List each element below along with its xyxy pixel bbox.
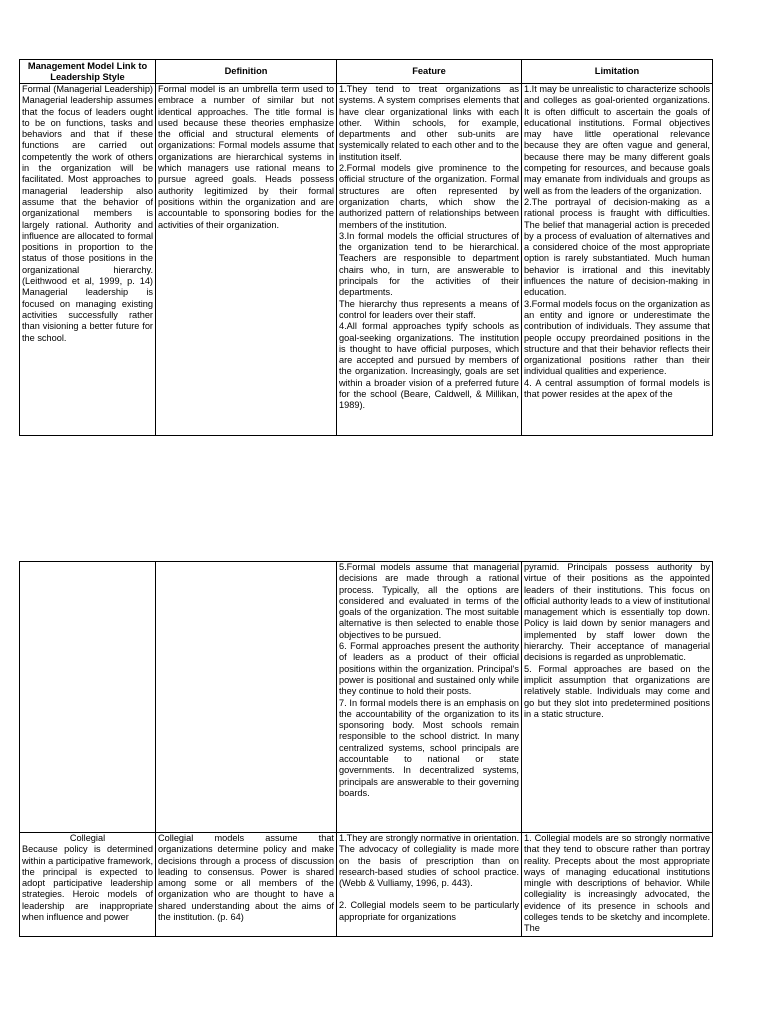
formal-limitation-continued-cell	[522, 562, 713, 833]
formal-model-text: Formal (Managerial Leadership) Managerial leadership assumes that the focus of leaders ought to be on functions, tasks and behaviors and that if these functions are carried out competently the work of others in the organization will be facilitated. Most approaches to managerial leadership also assume that the behavior of organizational members is largely rational. Authority and influence are allocated to formal positions in proportion to the status of those positions in the organizational hierarchy. (Leithwood et al, 1999, p. 14) Managerial leadership is focused on managing existing activities successfully rather than visioning a better future for the school.	[22, 84, 153, 343]
formal-limitation-2: 2.The portrayal of decision-making as a rational process is fraught with difficulties. The belief that managerial action is preceded by a process of evaluation of alternatives and a considered choice of the most appropriate option is rarely substantiated. Much human behavior is irrational and this inevitably influences the nature of decision-making in education.	[524, 196, 710, 298]
collegial-definition-text: Collegial models assume that organizations determine policy and make decisions through a process of discussion leading to consensus. Power is shared among some or all members of the organization who are thought to have a shared understanding about the aims of the institution. (p. 64)	[158, 833, 334, 923]
formal-model-cell	[20, 84, 156, 436]
formal-feature-continued-cell	[337, 562, 522, 833]
continued-table	[19, 561, 713, 937]
formal-limitation-cell	[522, 84, 713, 436]
formal-feature-4: 4.All formal approaches typify schools as goal-seeking organizations. The institution is thought to have official purposes, which are accepted and pursued by members of the organization. Increasingly, goals are set within a broader vision of a preferred future for the school (Beare, Caldwell, & Millikan, 1989).	[339, 321, 519, 411]
collegial-feature-cell	[337, 833, 522, 937]
formal-feature-7: 7. In formal models there is an emphasis on the accountability of the organization to its sponsoring body. Most schools remain responsible to the school district. In many centralized systems, school principals are accountable to national or state governments. In decentralized systems, principals are answerable to their governing boards.	[339, 697, 519, 798]
formal-model-table	[19, 59, 713, 436]
collegial-limitation-1: 1. Collegial models are so strongly normative that they tend to obscure rather than portray reality. Precepts about the most appropriate ways of managing educational institutions mingle with descriptions of behavior. While collegiality is increasingly advocated, the evidence of its presence in schools and colleges tends to be sketchy and incomplete. The	[524, 833, 710, 934]
header-limitation: Limitation	[522, 60, 713, 84]
formal-feature-2: 2.Formal models give prominence to the official structure of the organization. Formal structures are often represented by organization charts, which show the authorized pattern of relationships between members of the institution.	[339, 163, 519, 230]
formal-feature-6: 6. Formal approaches present the authority of leaders as a product of their official positions within the organization. Principal's power is positional and sustained only while they continue to hold their posts.	[339, 641, 519, 697]
header-row	[20, 60, 713, 84]
formal-limitation-4: 4. A central assumption of formal models is that power resides at the apex of the	[524, 377, 710, 400]
formal-limitation-5: 5. Formal approaches are based on the implicit assumption that organizations are relatively stable. Individuals may come and go but they slot into predetermined positions in a static structure.	[524, 663, 710, 719]
collegial-feature-spacer	[339, 889, 519, 900]
formal-definition-text: Formal model is an umbrella term used to embrace a number of similar but not identical approaches. The title formal is used because these theories emphasize the official and structural elements of organizations: Formal models assume that organizations are hierarchical systems in which managers use rational means to pursue agreed goals. Heads possess authority legitimized by their formal positions within the organization and are accountable to sponsoring bodies for the activities of their organization.	[158, 84, 334, 230]
formal-limitation-1: 1.It may be unrealistic to characterize schools and colleges as goal-oriented organizations. It is often difficult to ascertain the goals of educational institutions. Formal objectives may have little operational relevance because they are often vague and general, because there may be many different goals competing for resources, and because goals may emanate from individuals and groups as well as from the leaders of the organization.	[524, 84, 710, 196]
formal-feature-3: 3.In formal models the official structures of the organization tend to be hierarchical. Teachers are responsible to department chairs who, in turn, are answerable to principals for the activities of their departments.	[339, 230, 519, 298]
formal-feature-5: 5.Formal models assume that managerial decisions are made through a rational process. Typically, all the options are considered and evaluated in terms of the goals of the organization. The most suitable alternative is then selected to enable those objectives to be pursued.	[339, 562, 519, 640]
formal-continued-row	[20, 562, 713, 833]
formal-limitation-4-continued: pyramid. Principals possess authority by virtue of their positions as the appointed leaders of their institutions. This focus on official authority leads to a view of institutional management which is essentially top down. Policy is laid down by senior managers and implemented by staff lower down the hierarchy. Their acceptance of managerial decisions is regarded as unproblematic.	[524, 562, 710, 663]
collegial-model-cell	[20, 833, 156, 937]
header-model: Management Model Link to Leadership Style	[20, 60, 156, 84]
formal-feature-3b: The hierarchy thus represents a means of control for leaders over their staff.	[339, 298, 519, 320]
collegial-model-text: Because policy is determined within a participative framework, the principal is expected to adopt participative leadership strategies. Heroic models of leadership are inappropriate when influence and power	[22, 844, 153, 923]
collegial-definition-cell	[156, 833, 337, 937]
header-feature: Feature	[337, 60, 522, 84]
header-definition: Definition	[156, 60, 337, 84]
collegial-title: Collegial	[69, 833, 106, 843]
collegial-feature-1: 1.They are strongly normative in orientation. The advocacy of collegiality is made more on the basis of prescription than on research-based studies of school practice. (Webb & Vulliamy, 1996, p. 443).	[339, 833, 519, 889]
collegial-feature-2: 2. Collegial models seem to be particularly appropriate for organizations	[339, 900, 519, 922]
formal-feature-1: 1.They tend to treat organizations as systems. A system comprises elements that have clear organizational links with each other. Within schools, for example, departments and other sub-units are systemically related to each other and to the institution itself.	[339, 84, 519, 162]
formal-definition-cell	[156, 84, 337, 436]
collegial-limitation-cell	[522, 833, 713, 937]
empty-definition-cell	[156, 562, 337, 833]
formal-row	[20, 84, 713, 436]
empty-model-cell	[20, 562, 156, 833]
formal-limitation-3: 3.Formal models focus on the organization as an entity and ignore or underestimate the contribution of individuals. They assume that people occupy preordained positions in the structure and that their behavior reflects their organizational positions rather than their individual qualities and experience.	[524, 298, 710, 377]
collegial-row	[20, 833, 713, 937]
formal-feature-cell	[337, 84, 522, 436]
